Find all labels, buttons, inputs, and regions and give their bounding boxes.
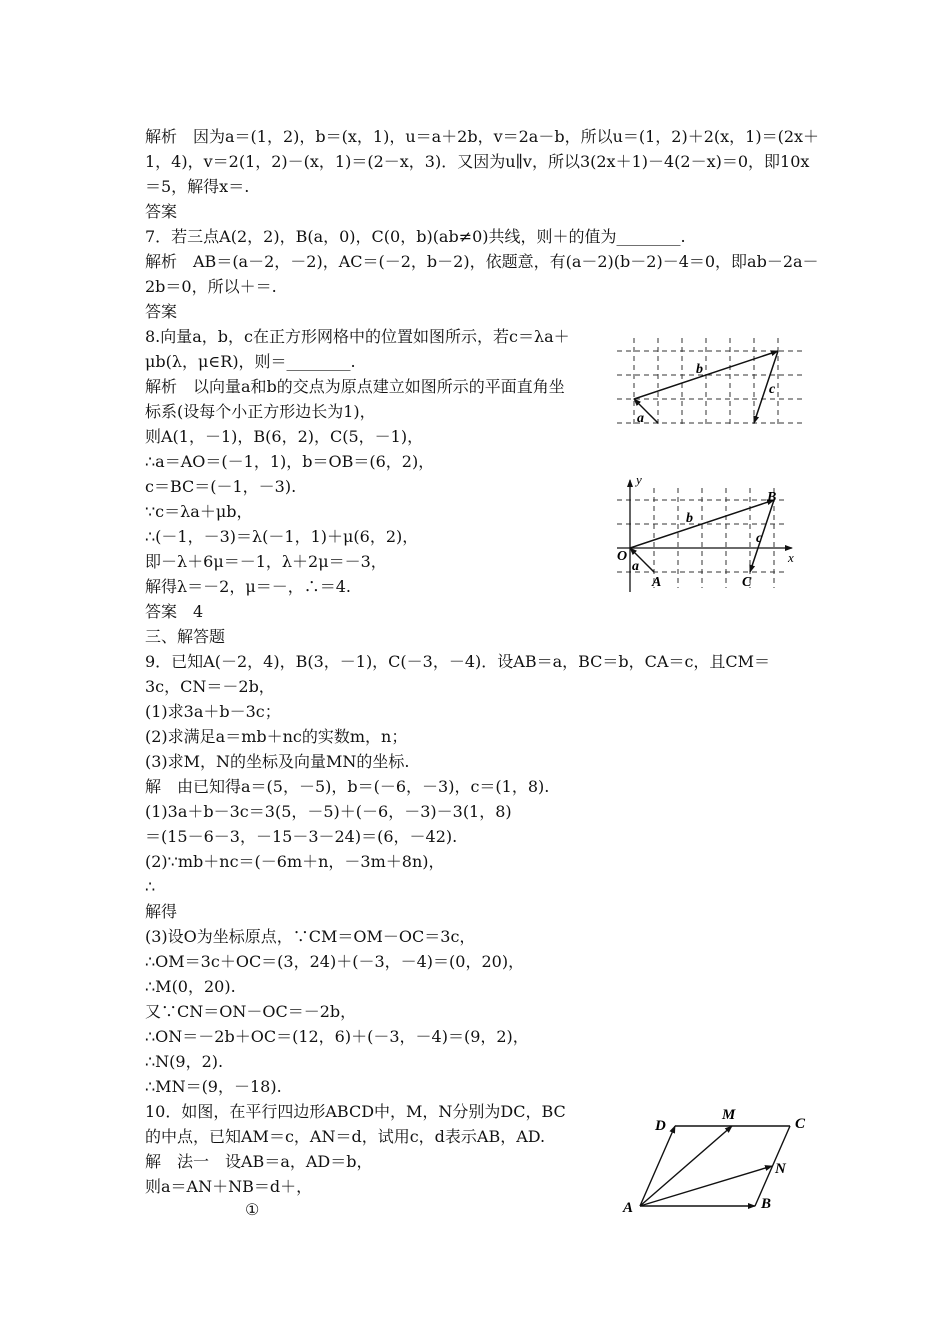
text-line: 解析 因为a＝(1，2)，b＝(x，1)，u＝a＋2b，v＝2a－b，所以u＝(1，2)＋2(x，1)＝(2x＋ (145, 127, 820, 146)
text-line: ∴MN＝(9，－18). (145, 1077, 282, 1096)
text-line: 则a＝AN＋NB＝d＋， (145, 1177, 313, 1196)
label-B3: B (761, 1196, 772, 1212)
text-line: (3)设O为坐标原点，∵CM＝OM－OC＝3c， (145, 927, 476, 946)
text-line: ∴a＝AO＝(－1，1)，b＝OB＝(6，2)， (145, 452, 435, 471)
text-line: 解析 AB＝(a－2，－2)，AC＝(－2，b－2)，依题意，有(a－2)(b－2)－4＝0，即ab－2a－ (145, 252, 819, 271)
text-line: 标系(设每个小正方形边长为1)， (145, 402, 376, 421)
vector-grid-figure (612, 330, 807, 430)
parallelogram-figure (615, 1100, 815, 1220)
text-line: 2b＝0，所以＋＝. (145, 277, 277, 296)
label-a2: a (632, 559, 639, 574)
label-N3: N (775, 1161, 786, 1177)
x-axis-label: x (788, 550, 794, 565)
text-line: 则A(1，－1)，B(6，2)，C(5，－1)， (145, 427, 424, 446)
text-line: ＝5，解得x＝. (145, 177, 250, 196)
text-line: ∴ (145, 877, 156, 896)
text-line: 7．若三点A(2，2)，B(a，0)，C(0，b)(ab≠0)共线，则＋的值为________. (145, 227, 686, 246)
text-line: ＝(15－6－3，－15－3－24)＝(6，－42). (145, 827, 458, 846)
label-C: C (742, 575, 752, 590)
label-B: B (767, 490, 777, 505)
circled-number: ① (245, 1200, 260, 1219)
text-line: 又∵CN＝ON－OC＝－2b， (145, 1002, 357, 1021)
text-line: (1)3a＋b－3c＝3(5，－5)＋(－6，－3)－3(1，8) (145, 802, 512, 821)
text-line: (3)求M，N的坐标及向量MN的坐标. (145, 752, 410, 771)
label-b2: b (686, 511, 693, 526)
text-line: 解析 以向量a和b的交点为原点建立如图所示的平面直角坐 (145, 377, 565, 396)
text-line: 三、解答题 (145, 627, 226, 646)
text-line: (2)求满足a＝mb＋nc的实数m，n； (145, 727, 408, 746)
text-line: ∴M(0，20). (145, 977, 236, 996)
label-D3: D (655, 1118, 666, 1134)
text-line: ∵c＝λa＋μb， (145, 502, 253, 521)
y-axis-label: y (636, 472, 642, 487)
text-line: 解得 (145, 902, 178, 921)
label-C3: C (795, 1116, 806, 1132)
label-b: b (696, 362, 703, 377)
label-c2: c (756, 531, 763, 546)
label-O: O (617, 549, 628, 564)
coordinate-figure (612, 470, 802, 592)
text-line: 8.向量a，b，c在正方形网格中的位置如图所示，若c＝λa＋ (145, 327, 570, 346)
label-A: A (652, 575, 662, 590)
text-line: (1)求3a＋b－3c； (145, 702, 281, 721)
text-line: 9．已知A(－2，4)，B(3，－1)，C(－3，－4)．设AB＝a，BC＝b，CA＝c，且CM＝ (145, 652, 771, 671)
text-line: 10．如图，在平行四边形ABCD中，M，N分别为DC，BC (145, 1102, 566, 1121)
label-A3: A (623, 1200, 634, 1216)
text-line: 答案 (145, 302, 178, 321)
text-line: 即－λ＋6μ＝－1，λ＋2μ＝－3， (145, 552, 387, 571)
vector-AD (640, 1126, 675, 1206)
text-line: 1，4)，v＝2(1，2)－(x，1)＝(2－x，3)．又因为u∥v，所以3(2x＋1)－4(2－x)＝0，即10x (145, 152, 810, 171)
text-line: ∴OM＝3c＋OC＝(3，24)＋(－3，－4)＝(0，20)， (145, 952, 525, 971)
text-line: ∴ON＝－2b＋OC＝(12，6)＋(－3，－4)＝(9，2)， (145, 1027, 529, 1046)
vector-AM (640, 1126, 732, 1206)
text-line: μb(λ，μ∈R)，则＝________. (145, 352, 356, 371)
text-line: c＝BC＝(－1，－3). (145, 477, 297, 496)
text-line: 的中点，已知AM＝c，AN＝d，试用c，d表示AB，AD. (145, 1127, 546, 1146)
text-line: 答案 4 (145, 602, 204, 621)
text-line: 3c，CN＝－2b， (145, 677, 275, 696)
label-c: c (769, 382, 776, 397)
text-line: 答案 (145, 202, 178, 221)
label-M3: M (722, 1107, 736, 1123)
text-line: (2)∵mb＋nc＝(－6m＋n，－3m＋8n)， (145, 852, 445, 871)
vector-AN (640, 1166, 772, 1206)
text-line: 解 法一 设AB＝a，AD＝b， (145, 1152, 373, 1171)
text-line: 解 由已知得a＝(5，－5)，b＝(－6，－3)，c＝(1，8). (145, 777, 550, 796)
text-line: ∴(－1，－3)＝λ(－1，1)＋μ(6，2)， (145, 527, 419, 546)
label-a: a (637, 411, 644, 426)
text-line: 解得λ＝－2，μ＝－，∴＝4. (145, 577, 351, 596)
text-line: ∴N(9，2). (145, 1052, 224, 1071)
